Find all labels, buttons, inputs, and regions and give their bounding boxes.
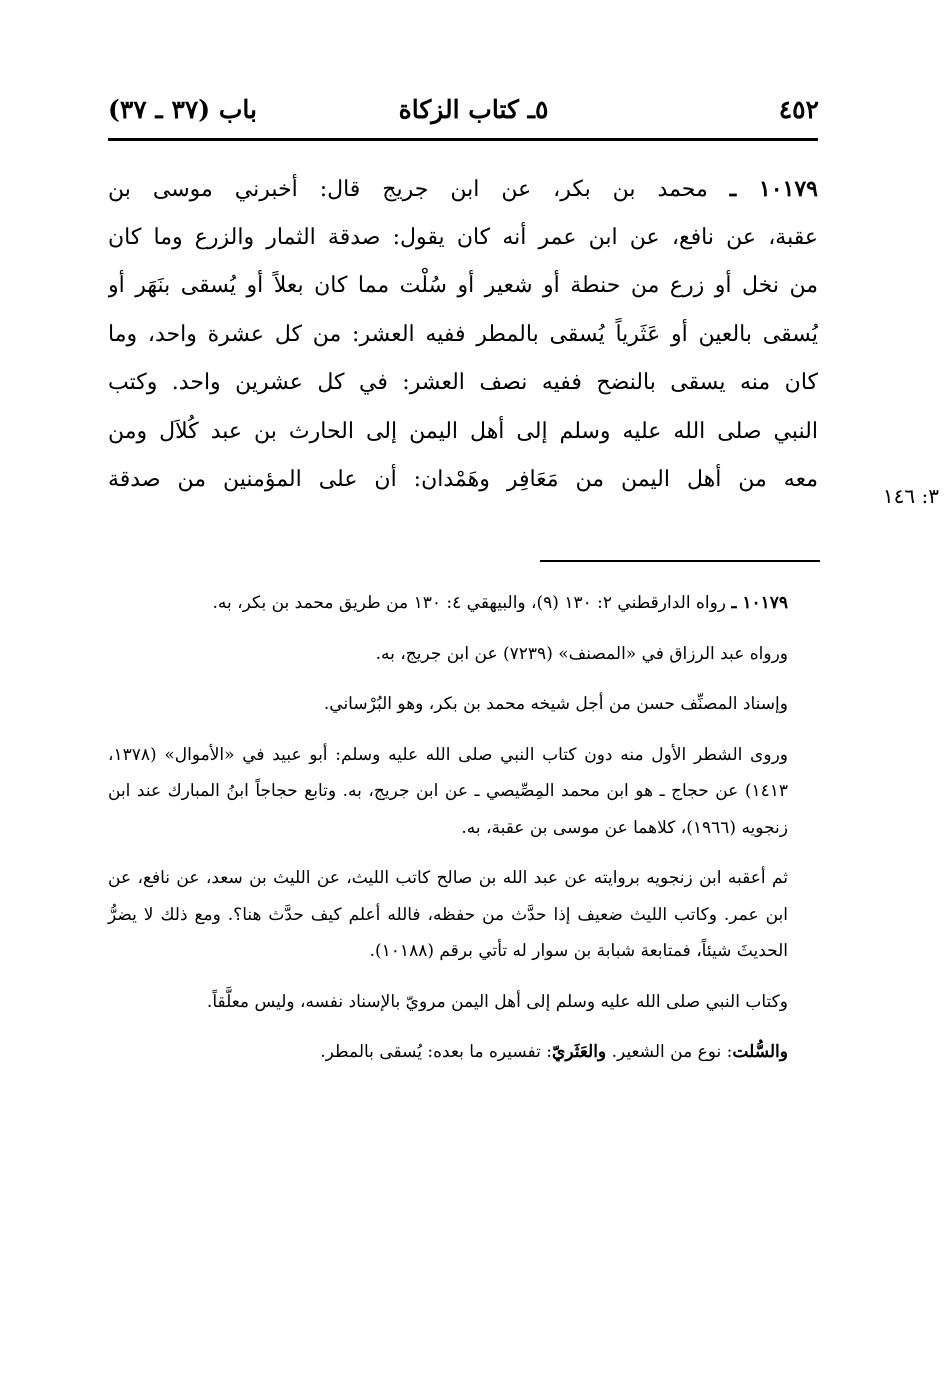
main-text bbox=[108, 165, 818, 505]
footnote-rule bbox=[540, 560, 820, 562]
page-number: ٤٥٢ bbox=[778, 95, 819, 124]
text-line: معه من أهل اليمن من مَعَافِر وهَمْدان: أن على المؤمنين من صدقة bbox=[108, 467, 818, 492]
text-line: من نخل أو زرع من حنطة أو شعير أو سُلْت مما كان بعلاً أو يُسقى بنَهَر أو bbox=[108, 273, 818, 298]
text-line: يُسقى بالعين أو عَثَرياً يُسقى بالمطر ففيه العشر: من كل عشرة واحد، وما bbox=[108, 321, 818, 347]
glossary-term: والسُّلت bbox=[732, 1042, 788, 1062]
hadith-number: ١٠١٧٩ ـ bbox=[729, 176, 818, 202]
text-line: كان منه يسقى بالنضح ففيه نصف العشر: في كل عشرين واحد. وكتب bbox=[108, 370, 818, 395]
footnotes bbox=[108, 585, 818, 1085]
glossary-paragraph bbox=[108, 1034, 818, 1071]
footnote-paragraph: وكتاب النبي صلى الله عليه وسلم إلى أهل اليمن مرويّ بالإسناد نفسه، وليس معلَّقاً. bbox=[206, 991, 788, 1012]
text-line bbox=[108, 165, 818, 214]
header-rule bbox=[108, 138, 818, 141]
chapter-reference: باب (٣٧ ـ ٣٧) bbox=[108, 95, 257, 124]
text-line: النبي صلى الله عليه وسلم إلى أهل اليمن إلى الحارث بن عبد كُلاَل ومن bbox=[108, 418, 818, 444]
text-line: عقبة، عن نافع، عن ابن عمر أنه كان يقول: صدقة الثمار والزرع وما كان bbox=[108, 224, 818, 250]
footnote-paragraph bbox=[108, 585, 818, 622]
text-line-content: محمد بن بكر، عن ابن جريج قال: أخبرني موسى بن bbox=[108, 177, 708, 202]
footnote-number: ١٠١٧٩ ـ bbox=[731, 593, 788, 613]
margin-reference: ٣: ١٤٦ bbox=[882, 484, 939, 508]
footnote-paragraph: ورواه عبد الرزاق في «المصنف» (٧٢٣٩) عن ابن جريج، به. bbox=[375, 643, 788, 664]
footnote-paragraph: وروى الشطر الأول منه دون كتاب النبي صلى الله عليه وسلم: أبو عبيد في «الأموال» (١٣٧٨، ١٤١٣) عن حجاج ـ هو ابن محمد المِصِّيصي ـ عن ابن جريج، به. وتابع حجاجاً ابنُ المبارك عند ابن زنجويه (١٩٦٦)، كلاهما عن موسى بن عقبة، به. bbox=[108, 744, 788, 838]
footnote-paragraph: ثم أعقبه ابن زنجويه بروايته عن عبد الله بن صالح كاتب الليث، عن الليث بن سعد، عن نافع، عن ابن عمر. وكاتب الليث ضعيف إذا حدَّث من حفظه، فالله أعلم كيف حدَّث هنا؟. ومع ذلك لا يضرُّ الحديثَ شيئاً، فمتابعة شبابة بن سوار له تأتي برقم (١٠١٨٨). bbox=[108, 868, 788, 961]
glossary-definition: : تفسيره ما بعده: يُسقى بالمطر. bbox=[320, 1042, 553, 1062]
footnote-text: رواه الدارقطني ٢: ١٣٠ (٩)، والبيهقي ٤: ١٣٠ من طريق محمد بن بكر، به. bbox=[212, 593, 727, 613]
footnote-paragraph: وإسناد المصنِّف حسن من أجل شيخه محمد بن بكر، وهو البُرْساني. bbox=[323, 694, 788, 714]
running-title: ٥ـ كتاب الزكاة bbox=[398, 95, 549, 124]
glossary-term: والعَثَريّ bbox=[552, 1042, 607, 1062]
glossary-definition: : نوع من الشعير. bbox=[611, 1042, 733, 1062]
